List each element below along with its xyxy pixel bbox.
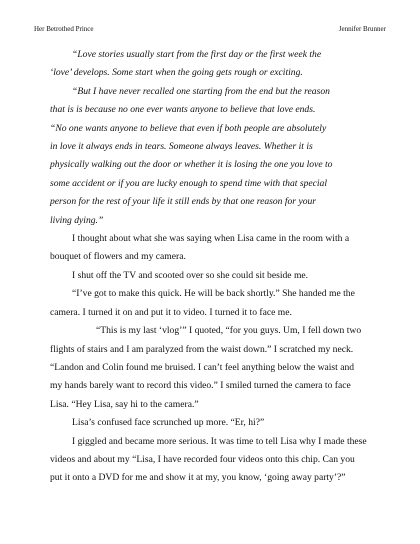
body-text xyxy=(50,46,375,488)
text-line: Lisa’s confused face scrunched up more. “Er, hi?” xyxy=(72,417,265,429)
text-line: “Landon and Colin found me bruised. I can’t feel anything below the waist and xyxy=(50,361,355,373)
text-line: that is is because no one ever wants anyone to believe that love ends. xyxy=(50,104,316,116)
text-line: put it onto a DVD for me and show it at my, you know, ‘going away party’?” xyxy=(50,472,346,484)
text-line: I shut off the TV and scooted over so she could sit beside me. xyxy=(72,269,309,281)
text-line: bouquet of flowers and my camera. xyxy=(50,251,186,263)
header-author: Jennifer Brunner xyxy=(338,25,386,33)
text-line: ‘love’ develops. Some start when the going gets rough or exciting. xyxy=(50,67,303,79)
text-line: “I’ve got to make this quick. He will be back shortly.” She handed me the xyxy=(72,288,355,300)
text-line: some accident or if you are lucky enough to spend time with that special xyxy=(50,177,328,189)
text-line: my hands barely want to record this video.” I smiled turned the camera to face xyxy=(50,380,351,392)
text-line: physically walking out the door or whether it is losing the one you love to xyxy=(50,159,333,171)
text-line: in love it always ends in tears. Someone always leaves. Whether it is xyxy=(50,141,313,153)
text-line: I giggled and became more serious. It was time to tell Lisa why I made these xyxy=(72,435,367,447)
text-line: Lisa. “Hey Lisa, say hi to the camera.” xyxy=(50,398,199,410)
text-line: “No one wants anyone to believe that even if both people are absolutely xyxy=(50,122,327,134)
text-line: person for the rest of your life it still ends by that one reason for your xyxy=(50,196,317,208)
text-line: living dying.” xyxy=(50,214,104,226)
text-line: I thought about what she was saying when Lisa came in the room with a xyxy=(72,233,350,245)
text-line: flights of stairs and I am paralyzed from the waist down.” I scratched my neck. xyxy=(50,343,354,355)
text-line: videos and about my “Lisa, I have recorded four videos onto this chip. Can you xyxy=(50,453,355,465)
header-book-title: Her Betrothed Prince xyxy=(34,25,94,33)
text-line: “But I have never recalled one starting from the end but the reason xyxy=(72,85,330,97)
text-line: camera. I turned it on and put it to video. I turned it to face me. xyxy=(50,306,292,318)
running-header xyxy=(34,23,386,35)
text-line: “Love stories usually start from the first day or the first week the xyxy=(72,49,322,60)
text-line: “This is my last ‘vlog’” I quoted, “for you guys. Um, I fell down two xyxy=(96,325,362,337)
